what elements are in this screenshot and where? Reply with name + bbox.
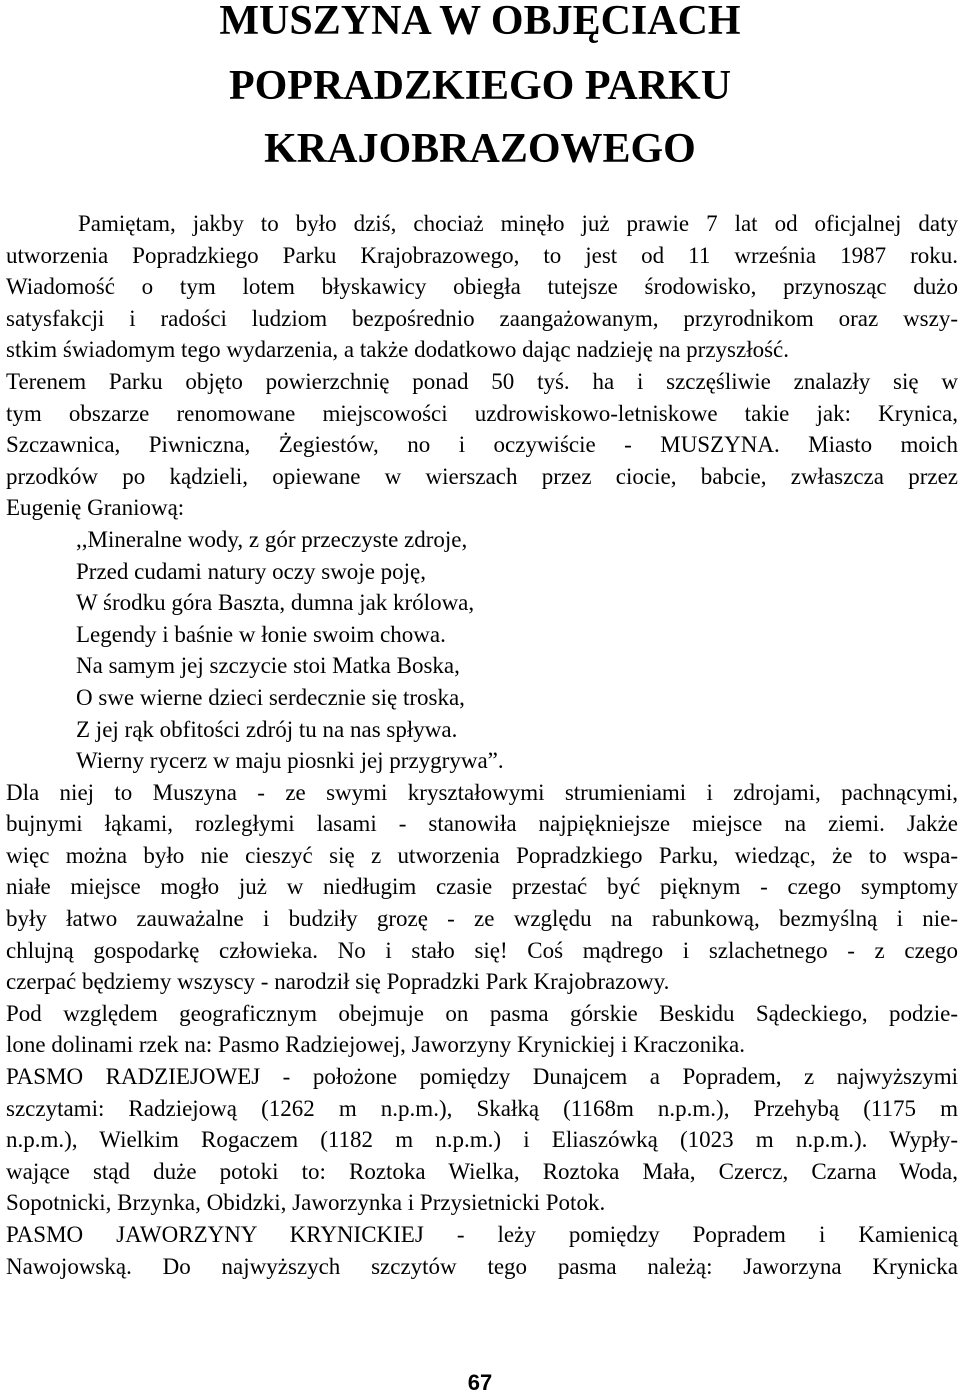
text-line: Sopotnicki, Brzynka, Obidzki, Jaworzynka i Przysietnicki Potok.	[6, 1190, 606, 1216]
text-line: PASMO RADZIEJOWEJ - położone pomiędzy Dunajcem a Popradem, z najwyższymi	[6, 1064, 958, 1090]
poem-line: Wierny rycerz w maju piosnki jej przygrywa”.	[76, 748, 504, 774]
text-line: niałe miejsce mogło już w niedługim czasie przestać być pięknym - czego symptomy	[6, 874, 958, 900]
text-line: Szczawnica, Piwniczna, Żegiestów, no i oczywiście - MUSZYNA. Miasto moich	[6, 432, 958, 458]
text-line: stkim świadomym tego wydarzenia, a także dodatkowo dając nadzieję na przyszłość.	[6, 337, 789, 363]
poem-line: Przed cudami natury oczy swoje poję,	[76, 558, 426, 584]
text-line: satysfakcji i radości ludziom bezpośrednio zaangażowanym, przyrodnikom oraz wszy-	[6, 305, 958, 331]
paragraph-2	[6, 777, 958, 998]
page-number: 67	[467, 1370, 493, 1395]
text-line: Nawojowską. Do najwyższych szczytów tego pasma należą: Jaworzyna Krynicka	[6, 1253, 958, 1279]
paragraph-5	[6, 1219, 958, 1282]
title-line-2: POPRADZKIEGO PARKU	[228, 63, 732, 109]
text-line: PASMO JAWORZYNY KRYNICKIEJ - leży pomiędzy Popradem i Kamienicą	[6, 1222, 958, 1247]
text-line: chlujną gospodarkę człowieka. No i stało się! Coś mądrego i szlachetnego - z czego	[6, 937, 958, 963]
text-line: utworzenia Popradzkiego Parku Krajobrazowego, to jest od 11 września 1987 roku.	[6, 242, 958, 268]
text-line: Pamiętam, jakby to było dziś, chociaż minęło już prawie 7 lat od oficjalnej daty	[78, 211, 958, 236]
text-line: tym obszarze renomowane miejscowości uzdrowiskowo-letniskowe takie jak: Krynica,	[6, 400, 958, 426]
text-line: Dla niej to Muszyna - ze swymi kryształowymi strumieniami i zdrojami, pachnącymi,	[6, 779, 958, 805]
poem-line: Na samym jej szczycie stoi Matka Boska,	[76, 653, 460, 679]
poem-line: ,,Mineralne wody, z gór przeczyste zdroje,	[76, 526, 468, 552]
text-line: Terenem Parku objęto powierzchnię ponad 50 tyś. ha i szczęśliwie znalazły się w	[6, 368, 958, 394]
paragraph-4	[6, 1061, 958, 1219]
paragraph-3	[6, 998, 958, 1061]
title-line-3: KRAJOBRAZOWEGO	[264, 126, 696, 172]
text-line: Eugenię Graniową:	[6, 495, 185, 521]
text-line: były łatwo zauważalne i budziły grozę - ze względu na rabunkową, bezmyślną i nie-	[6, 906, 958, 932]
text-line: czerpać będziemy wszyscy - narodził się Popradzki Park Krajobrazowy.	[6, 969, 670, 995]
text-line: wające stąd duże potoki to: Roztoka Wielka, Roztoka Mała, Czercz, Czarna Woda,	[6, 1158, 958, 1184]
poem-line: Legendy i baśnie w łonie swoim chowa.	[76, 621, 446, 647]
poem-line: W środku góra Baszta, dumna jak królowa,	[76, 590, 475, 616]
text-line: bujnymi łąkami, rozległymi lasami - stanowiła najpiękniejsze miejsce na ziemi. Jakże	[6, 811, 958, 837]
text-line: n.p.m.), Wielkim Rogaczem (1182 m n.p.m.) i Eliaszówką (1023 m n.p.m.). Wypły-	[6, 1127, 958, 1153]
paragraph-1	[6, 208, 958, 524]
poem	[6, 524, 958, 777]
poem-line: Z jej rąk obfitości zdrój tu na nas spływa.	[76, 716, 458, 742]
text-line: więc można było nie cieszyć się z utworzenia Popradzkiego Parku, wiedząc, że to wspa-	[6, 842, 958, 868]
text-line: Pod względem geograficznym obejmuje on pasma górskie Beskidu Sądeckiego, podzie-	[6, 1000, 958, 1026]
title-line-1: MUSZYNA W OBJĘCIACH	[219, 0, 741, 44]
poem-line: O swe wierne dzieci serdecznie się troska,	[76, 684, 465, 710]
article-body	[6, 208, 958, 1282]
text-line: przodków po kądzieli, opiewane w wierszach przez ciocie, babcie, zwłaszcza przez	[6, 463, 958, 489]
text-line: lone dolinami rzek na: Pasmo Radziejowej, Jaworzyny Krynickiej i Kraczonika.	[6, 1032, 745, 1058]
text-line: szczytami: Radziejową (1262 m n.p.m.), Skałką (1168m n.p.m.), Przehybą (1175 m	[6, 1095, 958, 1121]
text-line: Wiadomość o tym lotem błyskawicy obiegła tutejsze środowisko, przynosząc dużo	[6, 274, 958, 300]
